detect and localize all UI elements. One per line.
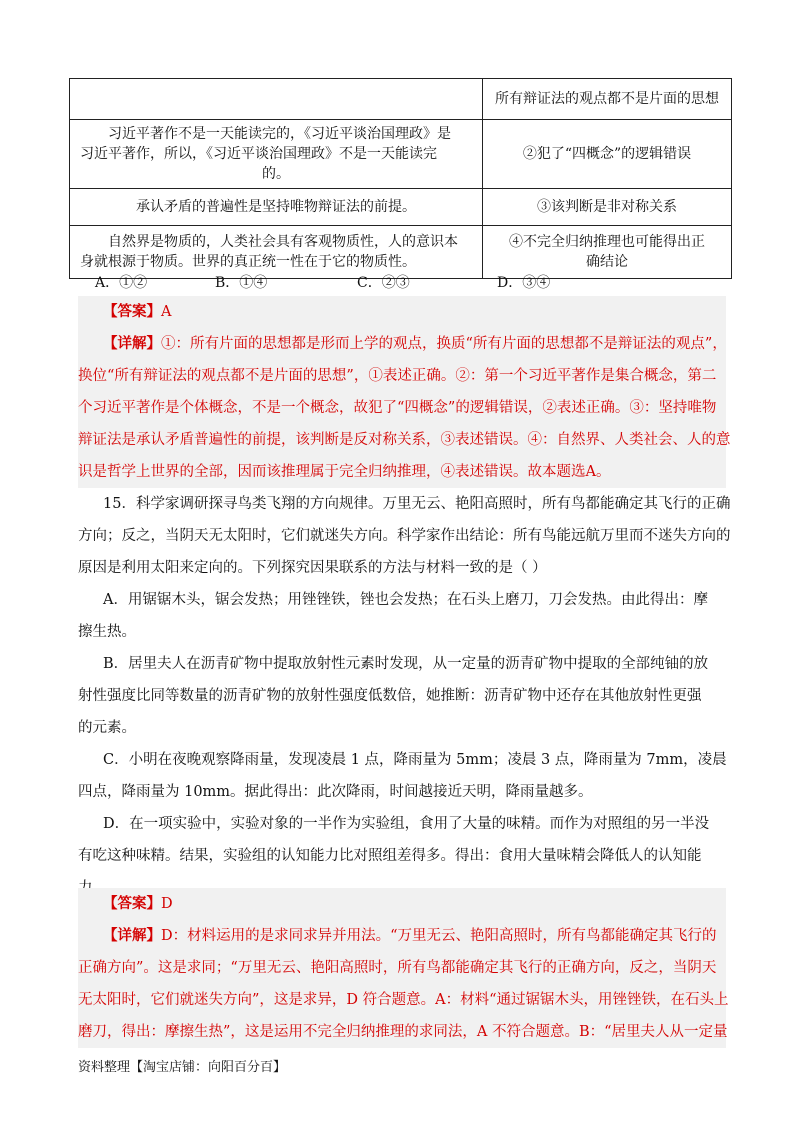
- option-a-line: A．用锯锯木头，锯会发热；用锉锉铁，锉也会发热；在石头上磨刀，刀会发热。由此得出：摩: [103, 592, 708, 608]
- detail-tag: 【详解】: [103, 927, 161, 944]
- answer-block-14: [78, 296, 731, 488]
- detail-tag: 【详解】: [103, 335, 161, 352]
- table-cell: ②犯了“四概念”的逻辑错误: [483, 120, 732, 189]
- detail-line: 换位“所有辩证法的观点都不是片面的思想”，①表述正确。②：第一个习近平著作是集合概念，第二: [78, 368, 717, 384]
- cell-line: 习近平著作不是一天能读完的，《习近平谈治国理政》是: [108, 126, 451, 142]
- option-b-line: 射性强度比同等数量的沥青矿物的放射性强度低数倍，她推断：沥青矿物中还存在其他放射性更强: [78, 688, 702, 704]
- option-c: C．②③: [357, 275, 410, 291]
- table-cell: [70, 120, 483, 189]
- table-cell: [483, 226, 732, 279]
- option-c-line: 四点，降雨量为 10mm。据此得出：此次降雨，时间越接近天明，降雨量越多。: [78, 784, 593, 800]
- detail-line: [78, 920, 726, 952]
- cell-line: 自然界是物质的，人类社会具有客观物质性，人的意识本: [108, 234, 458, 250]
- option-d: D．③④: [497, 275, 551, 291]
- logic-table: [69, 78, 732, 279]
- answer-value: D: [161, 896, 173, 912]
- question-stem-line: 15．科学家调研探寻鸟类飞翔的方向规律。万里无云、艳阳高照时，所有鸟都能确定其飞行的正确: [103, 496, 731, 512]
- answer-block-15: [78, 888, 729, 1048]
- detail-line: 个习近平著作是个体概念，不是一个概念，故犯了“四概念”的逻辑错误，②表述正确。③：坚持唯物: [78, 400, 717, 416]
- cell-line: ④不完全归纳推理也可能得出正: [509, 234, 705, 250]
- answer-tag: 【答案】: [103, 895, 161, 912]
- answer-line: [78, 888, 726, 920]
- answer-value: A: [161, 304, 172, 320]
- answer-tag: 【答案】: [103, 303, 161, 320]
- cell-line: 的。: [262, 166, 290, 182]
- table-cell: 承认矛盾的普遍性是坚持唯物辩证法的前提。: [70, 189, 483, 226]
- cell-line: 习近平著作，所以，《习近平谈治国理政》不是一天能读完: [80, 146, 437, 162]
- detail-line: 磨刀，得出：摩擦生热”，这是运用不完全归纳推理的求同法，A 不符合题意。B：“居里夫人从一定量: [78, 1024, 728, 1040]
- table-cell: [70, 226, 483, 279]
- table-row: [70, 120, 732, 189]
- option-d-line: 有吃这种味精。结果，实验组的认知能力比对照组差得多。得出：食用大量味精会降低人的认知能: [78, 848, 702, 864]
- detail-line: [78, 328, 726, 360]
- table-row: [70, 226, 732, 279]
- option-d-line: D．在一项实验中，实验对象的一半作为实验组，食用了大量的味精。而作为对照组的另一半没: [103, 816, 710, 832]
- option-b-line: B．居里夫人在沥青矿物中提取放射性元素时发现，从一定量的沥青矿物中提取的全部纯铀的放: [103, 656, 709, 672]
- table-row: [70, 79, 732, 120]
- option-a-line: 擦生热。: [78, 624, 136, 640]
- option-c-line: C．小明在夜晚观察降雨量，发现凌晨 1 点，降雨量为 5mm；凌晨 3 点，降雨量为 7mm，凌晨: [103, 752, 727, 768]
- table-cell-empty: [70, 79, 483, 120]
- question-15: [78, 488, 731, 904]
- question-stem-line: 方向；反之，当阴天无太阳时，它们就迷失方向。科学家作出结论：所有鸟能远航万里而不迷失方向的: [78, 528, 731, 544]
- cell-line: 身就根源于物质。世界的真正统一性在于它的物质性。: [80, 254, 416, 270]
- detail-text: ①：所有片面的思想都是形而上学的观点，换质“所有片面的思想都不是辩证法的观点”，: [161, 336, 727, 352]
- detail-line: 正确方向”。这是求同；“万里无云、艳阳高照时，所有鸟都能确定其飞行的正确方向，反之，当阴天: [78, 960, 717, 976]
- table-cell: 所有辩证法的观点都不是片面的思想: [483, 79, 732, 120]
- option-a: A．①②: [95, 275, 148, 291]
- cell-line: 确结论: [586, 254, 628, 270]
- table-cell: ③该判断是非对称关系: [483, 189, 732, 226]
- detail-text: D：材料运用的是求同求异并用法。“万里无云、艳阳高照时，所有鸟都能确定其飞行的: [161, 928, 717, 944]
- detail-line: 无太阳时，它们就迷失方向”，这是求异，D 符合题意。A：材料“通过锯锯木头，用锉锉铁，在石头上: [78, 992, 729, 1008]
- detail-line: 辩证法是承认矛盾普遍性的前提，该判断是反对称关系，③表述错误。④：自然界、人类社会、人的意: [78, 432, 731, 448]
- table-row: [70, 189, 732, 226]
- option-b: B．①④: [215, 275, 268, 291]
- option-b-line: 的元素。: [78, 720, 136, 736]
- question-stem-line: 原因是利用太阳来定向的。下列探究因果联系的方法与材料一致的是（ ）: [78, 560, 547, 576]
- answer-line: [78, 296, 726, 328]
- detail-line: 识是哲学上世界的全部，因而该推理属于完全归纳推理，④表述错误。故本题选A。: [78, 464, 611, 480]
- page-footer: 资料整理【淘宝店铺：向阳百分百】: [78, 1060, 287, 1075]
